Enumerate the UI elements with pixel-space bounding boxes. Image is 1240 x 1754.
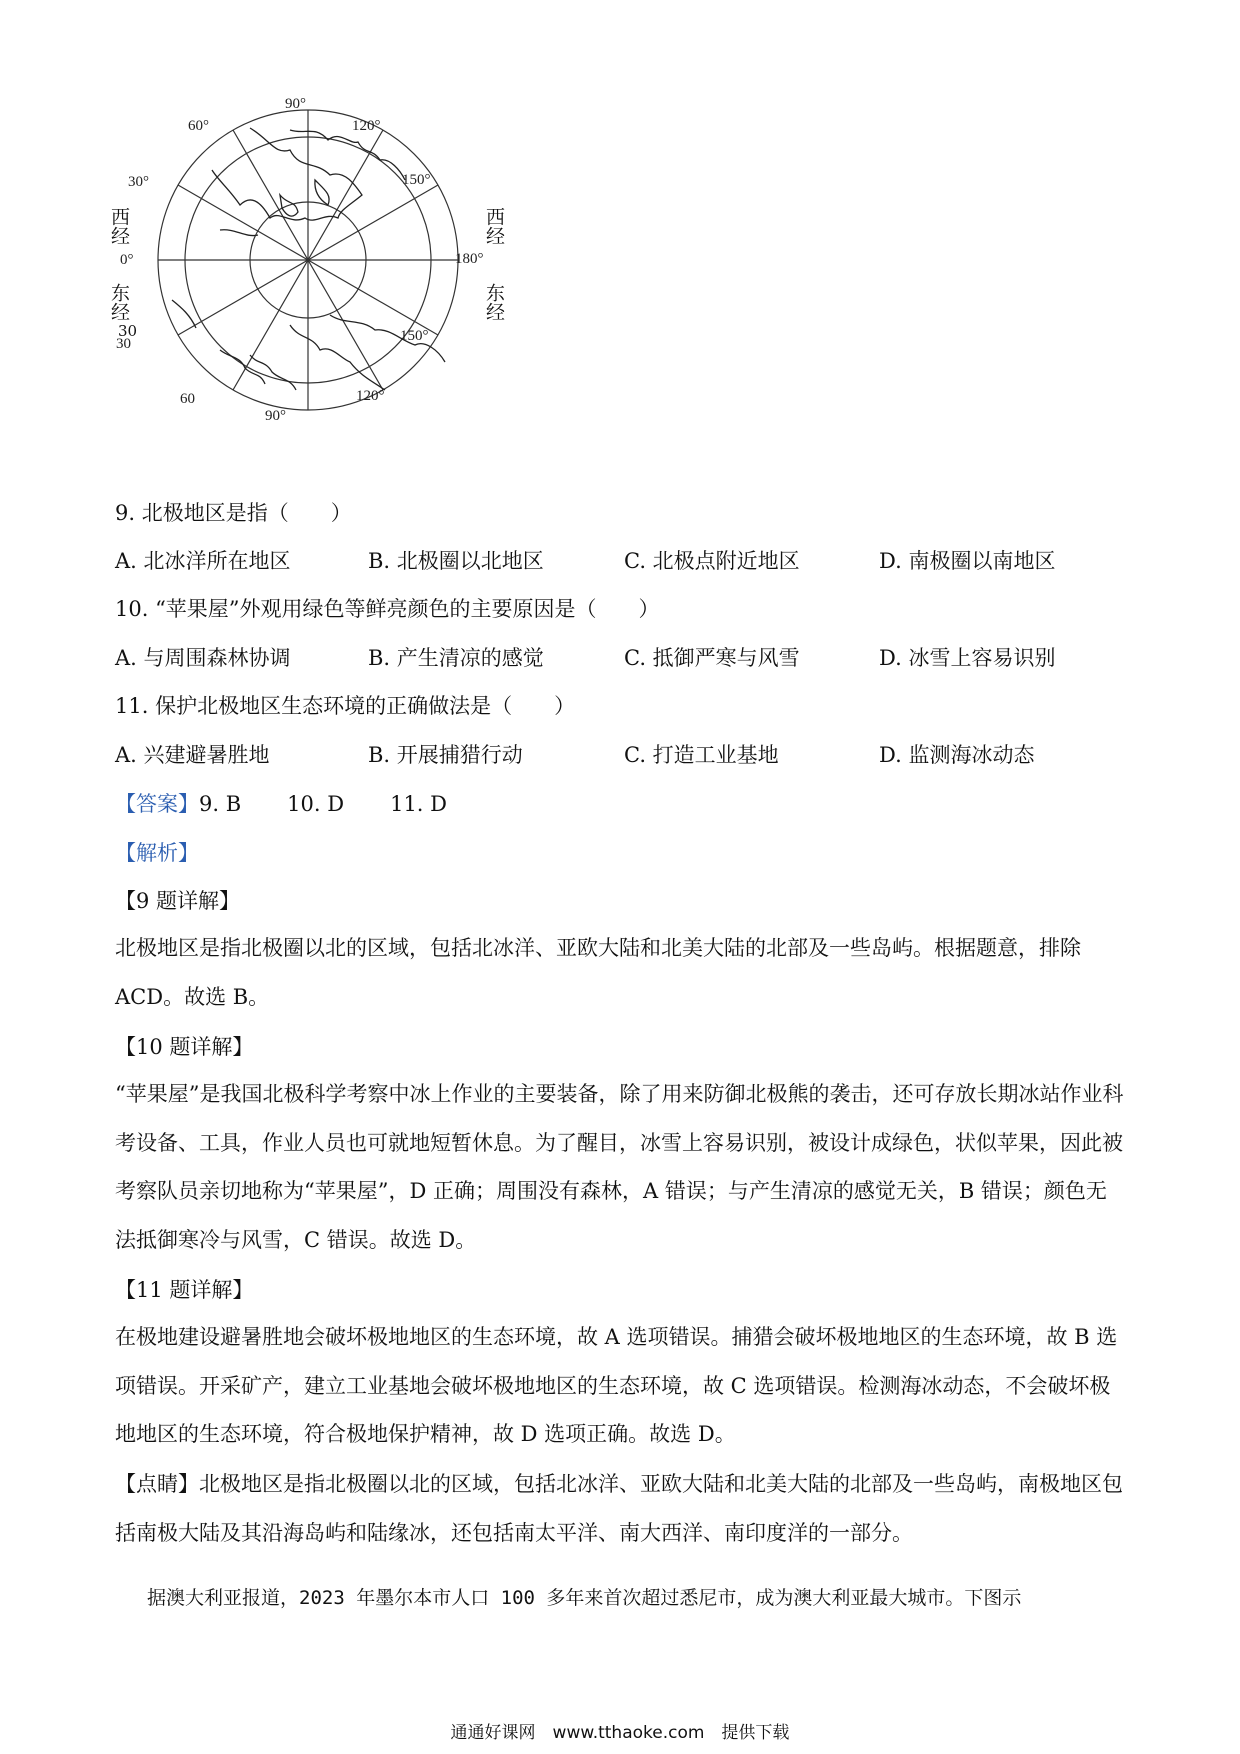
question-9-option-b: B. 北极圈以北地区 (368, 549, 544, 573)
label-bottom-60: 60 (180, 391, 195, 407)
label-top-120: 120° (352, 118, 381, 134)
map-right-east-label: 东经 (483, 283, 505, 321)
question-9-stem: 9. 北极地区是指（ ） (115, 501, 352, 525)
answer-9: 9. B (199, 792, 242, 816)
detail-11-text: 在极地建设避暑胜地会破坏极地地区的生态环境，故 A 选项错误。捕猎会破坏极地地区的生态环境，故 B 选项错误。开采矿产，建立工业基地会破坏极地地区的生态环境，故 C 选项错误。检测海冰动态，不会破坏极地地区的生态环境，符合极地保护精神，故 D 选项正确。故选 D。 (115, 1325, 1118, 1446)
label-left-30-bottom: 30 (116, 336, 131, 352)
answer-row (115, 789, 447, 819)
dianjing-text: 北极地区是指北极圈以北的区域，包括北冰洋、亚欧大陆和北美大陆的北部及一些岛屿，南极地区包括南极大陆及其沿海岛屿和陆缘冰，还包括南太平洋、南大西洋、南印度洋的一部分。 (115, 1472, 1123, 1545)
next-paragraph: 据澳大利亚报道，2023 年墨尔本市人口 100 多年来首次超过悉尼市，成为澳大利亚最大城市。下图示 (147, 1587, 1022, 1609)
label-top-60: 60° (188, 118, 209, 134)
detail-10-text: “苹果屋”是我国北极科学考察中冰上作业的主要装备，除了用来防御北极熊的袭击，还可存放长期冰站作业科考设备、工具，作业人员也可就地短暂休息。为了醒目，冰雪上容易识别，被设计成绿色，状似苹果，因此被考察队员亲切地称为“苹果屋”，D 正确；周围没有森林，A 错误；与产生清凉的感觉无关，B 错误；颜色无法抵御寒冷与风雪，C 错误。故选 D。 (115, 1082, 1124, 1252)
answer-11: 11. D (390, 792, 447, 816)
question-10-option-b: B. 产生清凉的感觉 (368, 646, 544, 670)
detail-11-heading: 【11 题详解】 (115, 1278, 254, 1302)
page-footer: 通通好课网 www.tthaoke.com 提供下载 (450, 1723, 790, 1743)
label-180: 180° (455, 251, 484, 267)
answer-label: 【答案】 (115, 792, 199, 816)
map-right-west-label: 西经 (483, 207, 505, 245)
question-10-option-c: C. 抵御严寒与风雪 (624, 646, 800, 670)
question-11-option-a: A. 兴建避暑胜地 (115, 743, 270, 767)
analysis-label: 【解析】 (115, 841, 199, 865)
label-zero: 0° (120, 252, 134, 268)
map-left-west-label: 西经 (108, 207, 130, 245)
detail-10-heading: 【10 题详解】 (115, 1035, 254, 1059)
question-10-option-d: D. 冰雪上容易识别 (879, 646, 1056, 670)
label-right-150-bottom: 150° (400, 328, 429, 344)
map-left-east-label: 东经 (108, 283, 130, 321)
label-bottom-90: 90° (265, 408, 286, 424)
answer-10: 10. D (287, 792, 345, 816)
label-left-30: 30° (128, 174, 149, 190)
map-left-30-label: 30 (118, 322, 138, 340)
question-9-option-c: C. 北极点附近地区 (624, 549, 800, 573)
label-top-90: 90° (285, 96, 306, 112)
question-9-option-d: D. 南极圈以南地区 (879, 549, 1056, 573)
dianjing-block (115, 1460, 1125, 1557)
question-11-option-d: D. 监测海冰动态 (879, 743, 1035, 767)
question-10-option-a: A. 与周围森林协调 (115, 646, 291, 670)
question-11-option-c: C. 打造工业基地 (624, 743, 779, 767)
question-11-option-b: B. 开展捕猎行动 (368, 743, 523, 767)
question-11-stem: 11. 保护北极地区生态环境的正确做法是（ ） (115, 694, 576, 718)
label-bottom-120: 120° (356, 388, 385, 404)
detail-9-heading: 【9 题详解】 (115, 889, 241, 913)
question-9-option-a: A. 北冰洋所在地区 (115, 549, 291, 573)
arctic-polar-map (100, 96, 484, 470)
dianjing-label: 【点睛】 (115, 1472, 199, 1496)
detail-9-text: 北极地区是指北极圈以北的区域，包括北冰洋、亚欧大陆和北美大陆的北部及一些岛屿。根据题意，排除ACD。故选 B。 (115, 936, 1081, 1009)
question-10-stem: 10. “苹果屋”外观用绿色等鲜亮颜色的主要原因是（ ） (115, 597, 660, 621)
label-right-150: 150° (402, 172, 431, 188)
